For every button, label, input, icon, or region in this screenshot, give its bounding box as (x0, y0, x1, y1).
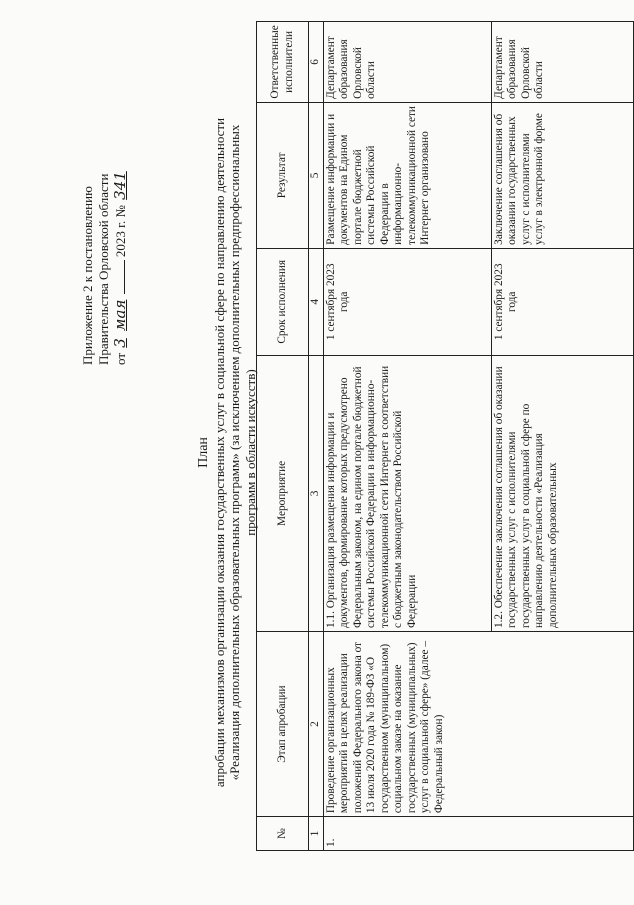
handwritten-number: 341 (111, 171, 129, 200)
plan-table (256, 21, 634, 851)
col-number: 5 (309, 102, 324, 248)
handwritten-day: 3 (111, 338, 129, 348)
year-number-label: 2023 г. № (113, 205, 128, 258)
document-title (196, 0, 258, 905)
title-line-3: программ в области искусств) (242, 369, 258, 536)
header-deadline: Срок исполнения (257, 248, 309, 355)
from-label: от (113, 352, 128, 365)
appendix-block (80, 65, 129, 365)
deadline-cell: 1 сентября 2023 года (491, 248, 634, 355)
result-cell: Размещение информации и документов на Едином портале бюджетной системы Российской Федерации в информационно-телекоммуникационной сети Интернет организовано (323, 102, 491, 248)
deadline-cell: 1 сентября 2023 года (323, 248, 491, 355)
col-number: 3 (309, 355, 324, 631)
responsible-cell: Департамент образования Орловской области (323, 22, 491, 103)
appendix-line-2: Правительства Орловской области (96, 173, 111, 365)
handwritten-month: мая (111, 299, 129, 331)
table-header-row (257, 22, 309, 851)
appendix-line-1: Приложение 2 к постановлению (80, 186, 95, 365)
title-line-2: «Реализация дополнительных образовательных программ» (за исключением дополнительных предпрофессиональных (227, 124, 242, 781)
table-row (323, 22, 491, 851)
header-result: Результат (257, 102, 309, 248)
header-responsible: Ответственные исполнители (257, 22, 309, 103)
title-line-1: апробации механизмов организации оказания государственных услуг в социальной сфере по направлению деятельности (211, 117, 227, 788)
header-stage: Этап апробации (257, 632, 309, 817)
column-number-row (309, 22, 324, 851)
appendix-date-line (112, 65, 129, 365)
responsible-cell: Департамент образования Орловской области (491, 22, 634, 103)
measure-cell: 1.2. Обеспечение заключения соглашения об оказании государственных услуг с исполнителями государственных услуг в социальной сфере по направлению деятельности «Реализация дополнительных образовательных (491, 355, 634, 631)
measure-cell: 1.1. Организация размещения информации и документов, формирование которых предусмотрено Федеральным законом, на едином портале бюджетной системы Российской Федерации в информационно-телекоммуникационной сети Интернет в соответствии с бюджетным законодательством Российской Федерации (323, 355, 491, 631)
result-cell: Заключение соглашения об оказании государственных услуг с исполнителями услуг в электронной форме (491, 102, 634, 248)
header-measure: Мероприятие (257, 355, 309, 631)
blank-line (124, 260, 125, 294)
col-number: 4 (309, 248, 324, 355)
title-heading: План (196, 437, 211, 468)
header-num: № (257, 817, 309, 851)
col-number: 6 (309, 22, 324, 103)
col-number: 1 (309, 817, 324, 851)
stage-cell: Проведение организационных мероприятий в целях реализации положений Федерального закона от 13 июля 2020 года № 189-ФЗ «О государственном (муниципальном) социальном заказе на оказание государственных (муниципальных) услуг в социальной сфере» (далее – Федеральный закон) (323, 632, 634, 817)
col-number: 2 (309, 632, 324, 817)
row-number: 1. (323, 817, 634, 851)
